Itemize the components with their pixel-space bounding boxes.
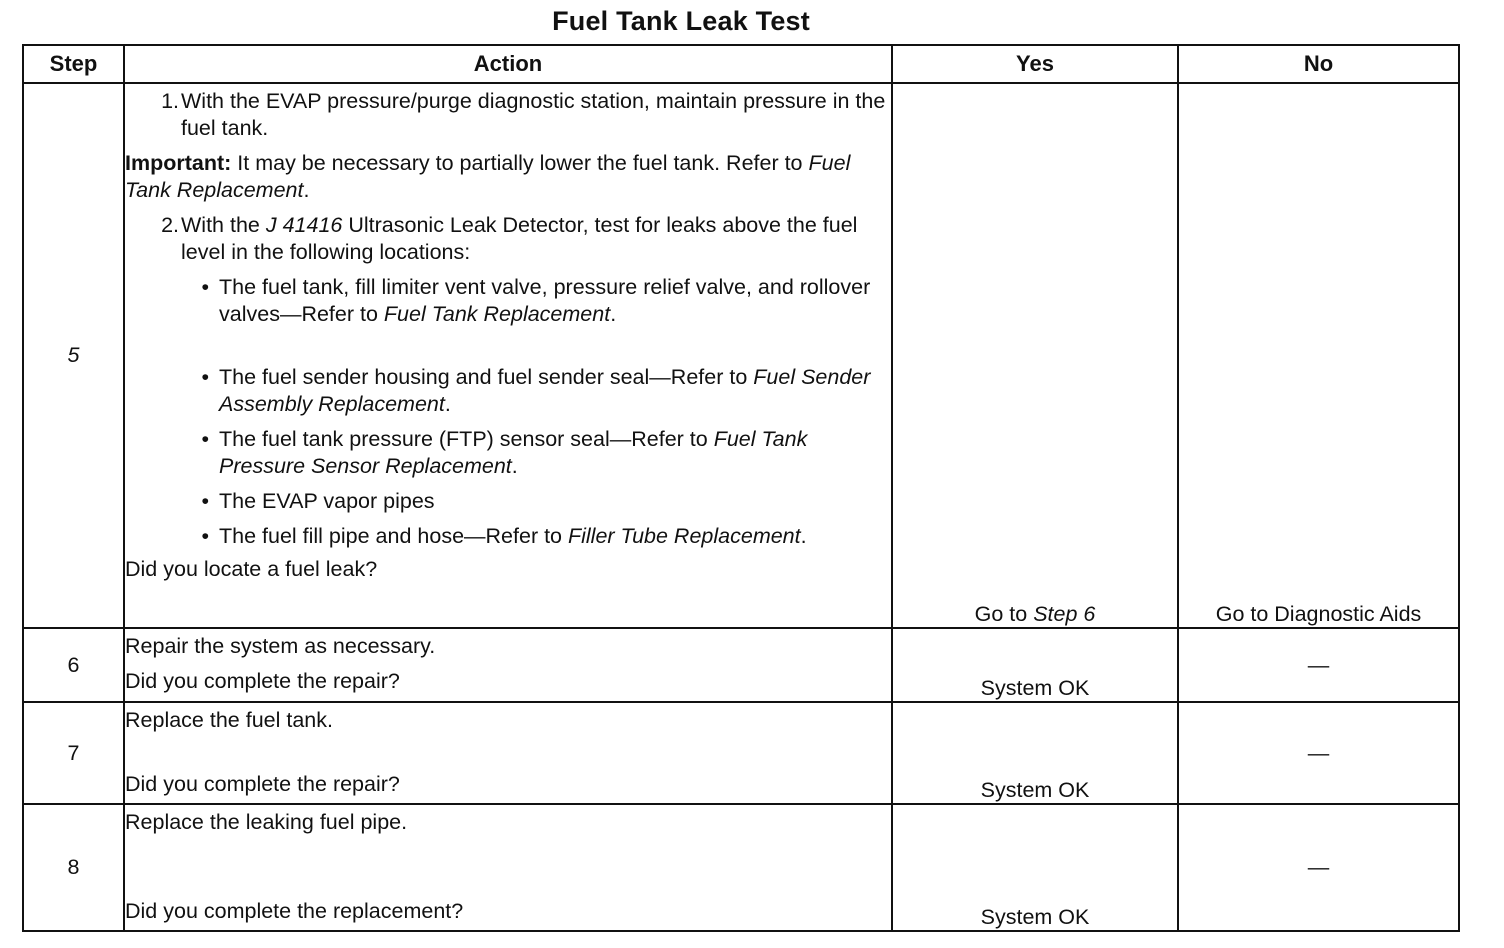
header-step: Step	[23, 45, 124, 83]
bullet-text: The fuel fill pipe and hose—Refer to Filler Tube Replacement.	[219, 524, 807, 548]
bullet-item	[125, 426, 891, 480]
bullet-body: The fuel tank pressure (FTP) sensor seal—Refer to	[219, 427, 708, 451]
bullet-ref: Fuel Tank Pressure Sensor Replacement	[219, 427, 808, 478]
table-row-step-6	[23, 628, 1459, 702]
page-title: Fuel Tank Leak Test	[552, 6, 810, 36]
bullet-mark: •	[201, 365, 209, 389]
action-cell	[124, 702, 892, 804]
header-no: No	[1178, 45, 1459, 83]
bullet-body: The fuel sender housing and fuel sender seal—Refer to	[219, 365, 748, 389]
bullet-item	[125, 488, 891, 515]
item-number: 2.	[161, 213, 179, 237]
bullet-ref: Filler Tube Replacement	[568, 524, 801, 548]
item-number: 1.	[161, 89, 179, 113]
bullet-text: The fuel tank, fill limiter vent valve, pressure relief valve, and rollover valves—Refer to Fuel Tank Replacement.	[219, 275, 871, 326]
bullet-ref: Fuel Sender Assembly Replacement	[219, 365, 871, 416]
item-text-b: Ultrasonic Leak Detector, test for leaks above the fuel level in the following locations:	[181, 213, 858, 264]
bullet-body: The fuel tank, fill limiter vent valve, pressure relief valve, and rollover valves—Refer to	[219, 275, 871, 326]
yes-cell	[892, 83, 1178, 628]
bullet-item	[125, 523, 891, 550]
bullet-mark: •	[201, 489, 209, 513]
no-cell: —	[1178, 804, 1459, 931]
yes-prefix: Go to	[974, 602, 1028, 626]
header-action: Action	[124, 45, 892, 83]
action-text: Replace the fuel tank.	[125, 708, 333, 732]
yes-cell: System OK	[892, 628, 1178, 702]
bullet-mark: •	[201, 275, 209, 299]
no-cell: —	[1178, 702, 1459, 804]
no-cell: Go to Diagnostic Aids	[1178, 83, 1459, 628]
question-text: Did you complete the repair?	[125, 669, 400, 693]
important-ref: Fuel Tank Replacement	[125, 151, 851, 202]
step-number: 6	[23, 628, 124, 702]
table-row-step-8	[23, 804, 1459, 931]
item-text-a: With the	[181, 213, 260, 237]
tool-ref: J 41416	[265, 213, 343, 237]
question-text: Did you locate a fuel leak?	[125, 557, 378, 581]
bullet-mark: •	[201, 427, 209, 451]
header-yes: Yes	[892, 45, 1178, 83]
yes-cell: System OK	[892, 702, 1178, 804]
bullet-ref: Fuel Tank Replacement	[383, 302, 611, 326]
important-text: It may be necessary to partially lower the fuel tank. Refer to	[237, 151, 803, 175]
step-number: 5	[23, 83, 124, 628]
bullet-body: The fuel fill pipe and hose—Refer to	[219, 524, 563, 548]
table-row-step-5	[23, 83, 1459, 628]
bullet-item	[125, 364, 891, 418]
action-cell	[124, 83, 892, 628]
step-number: 8	[23, 804, 124, 931]
yes-step-ref: Step 6	[1033, 602, 1096, 626]
action-text: Replace the leaking fuel pipe.	[125, 810, 408, 834]
question-text: Did you complete the repair?	[125, 772, 400, 796]
bullet-item	[125, 274, 891, 328]
header-row	[23, 45, 1459, 83]
action-cell	[124, 628, 892, 702]
numbered-item	[125, 212, 891, 266]
action-text: Repair the system as necessary.	[125, 634, 436, 658]
spacer	[125, 328, 891, 356]
yes-cell: System OK	[892, 804, 1178, 931]
no-cell: —	[1178, 628, 1459, 702]
bullet-mark: •	[201, 524, 209, 548]
bullet-text: The EVAP vapor pipes	[219, 489, 435, 513]
action-cell	[124, 804, 892, 931]
bullet-text: The fuel tank pressure (FTP) sensor seal—Refer to Fuel Tank Pressure Sensor Replacement.	[219, 427, 808, 478]
important-label: Important:	[125, 151, 232, 175]
item-text: With the EVAP pressure/purge diagnostic station, maintain pressure in the fuel tank.	[181, 89, 886, 140]
bullet-text: The fuel sender housing and fuel sender seal—Refer to Fuel Sender Assembly Replacement.	[219, 365, 871, 416]
leak-test-table	[22, 44, 1460, 932]
table-row-step-7	[23, 702, 1459, 804]
step-number: 7	[23, 702, 124, 804]
important-note: Important: It may be necessary to partially lower the fuel tank. Refer to Fuel Tank Replacement.	[125, 151, 851, 202]
numbered-item	[125, 88, 891, 142]
question-text: Did you complete the replacement?	[125, 899, 464, 923]
item-text	[181, 212, 891, 266]
